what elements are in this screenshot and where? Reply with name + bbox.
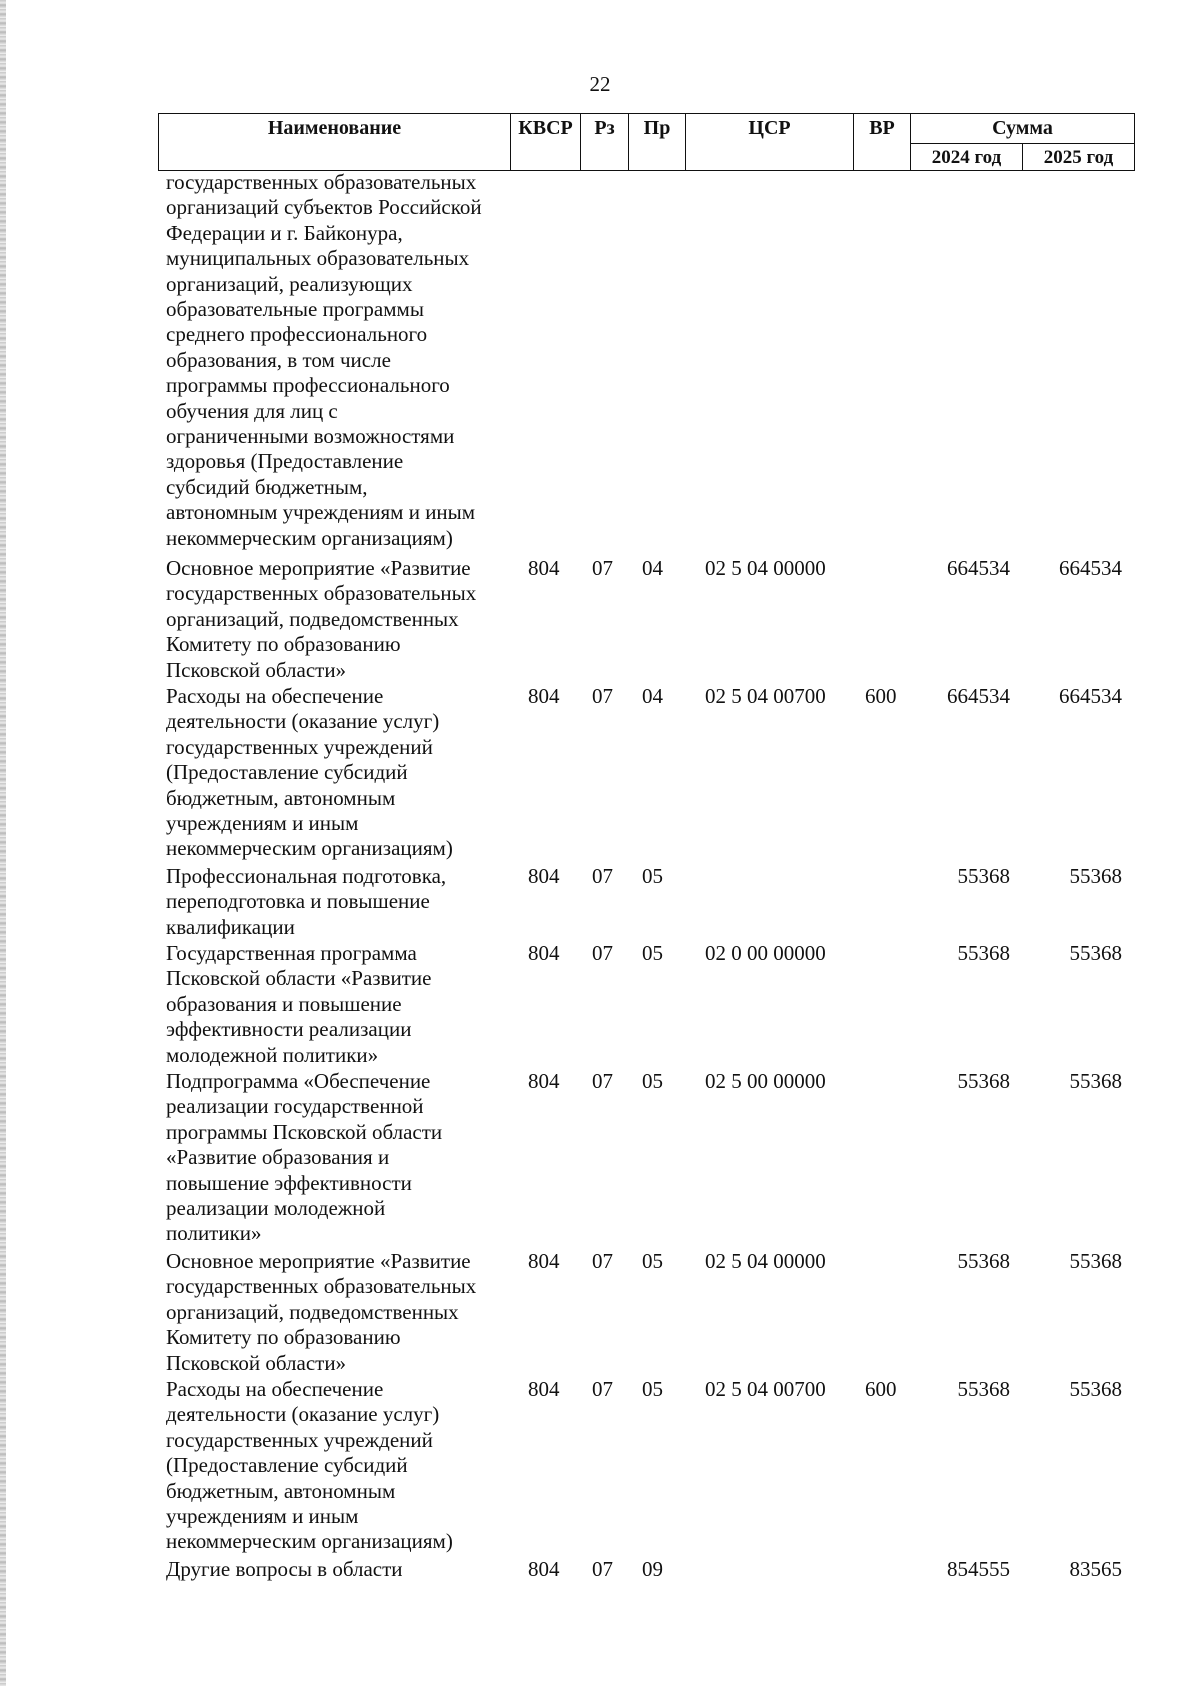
row-pr: 09 xyxy=(642,1557,663,1581)
row-sum-2025: 55368 xyxy=(1069,864,1122,888)
header-rz: Рз xyxy=(581,114,629,171)
row-sum-2025: 55368 xyxy=(1069,1249,1122,1273)
row-pr: 04 xyxy=(642,556,663,580)
row-sum-2024: 55368 xyxy=(957,1249,1010,1273)
page-number: 22 xyxy=(589,72,611,96)
row-sum-2024: 854555 xyxy=(947,1557,1010,1581)
row-pr: 05 xyxy=(642,1249,663,1273)
row-csr: 02 5 04 00700 xyxy=(705,1377,826,1401)
row-pr: 05 xyxy=(642,941,663,965)
row-pr: 05 xyxy=(642,1069,663,1093)
row-kvsr: 804 xyxy=(528,1249,560,1273)
row-name: Расходы на обеспечение деятельности (оказание услуг) государственных учреждений (Предоставление субсидий бюджетным, автономным учреждениям и иным некоммерческим организациям) xyxy=(166,684,453,861)
header-csr: ЦСР xyxy=(686,114,854,171)
row-csr: 02 5 04 00000 xyxy=(705,1249,826,1273)
row-csr: 02 5 04 00000 xyxy=(705,556,826,580)
row-csr: 02 5 04 00700 xyxy=(705,684,826,708)
row-kvsr: 804 xyxy=(528,556,560,580)
row-rz: 07 xyxy=(592,556,613,580)
row-sum-2024: 55368 xyxy=(957,1069,1010,1093)
row-pr: 05 xyxy=(642,1377,663,1401)
row-rz: 07 xyxy=(592,864,613,888)
row-name: государственных образовательных организаций субъектов Российской Федерации и г. Байконура, муниципальных образовательных организаций, реализующих образовательные программы среднего профессионального образования, в том числе программы профессионального обучения для лиц с ограниченными возможностями здоровья (Предоставление субсидий бюджетным, автономным учреждениям и иным некоммерческим организациям) xyxy=(166,170,482,550)
header-year-2024: 2024 год xyxy=(911,144,1023,171)
row-name: Подпрограмма «Обеспечение реализации государственной программы Псковской области «Развитие образования и повышение эффективности реализации молодежной политики» xyxy=(166,1069,443,1246)
header-vr: ВР xyxy=(854,114,911,171)
row-rz: 07 xyxy=(592,684,613,708)
row-kvsr: 804 xyxy=(528,941,560,965)
row-kvsr: 804 xyxy=(528,1557,560,1581)
header-kvsr: КВСР xyxy=(511,114,581,171)
row-name: Профессиональная подготовка, переподготовка и повышение квалификации xyxy=(166,864,447,939)
row-kvsr: 804 xyxy=(528,1069,560,1093)
row-pr: 04 xyxy=(642,684,663,708)
row-sum-2024: 55368 xyxy=(957,864,1010,888)
header-sum: Сумма xyxy=(911,114,1135,144)
row-rz: 07 xyxy=(592,1557,613,1581)
row-sum-2024: 55368 xyxy=(957,941,1010,965)
row-sum-2025: 83565 xyxy=(1069,1557,1122,1581)
row-name: Государственная программа Псковской области «Развитие образования и повышение эффективности реализации молодежной политики» xyxy=(166,941,432,1067)
row-name: Другие вопросы в области xyxy=(166,1557,403,1581)
table-header xyxy=(158,113,1135,171)
row-sum-2025: 55368 xyxy=(1069,1377,1122,1401)
row-sum-2025: 55368 xyxy=(1069,1069,1122,1093)
row-sum-2025: 664534 xyxy=(1059,684,1122,708)
row-kvsr: 804 xyxy=(528,864,560,888)
row-sum-2024: 664534 xyxy=(947,684,1010,708)
row-name: Расходы на обеспечение деятельности (оказание услуг) государственных учреждений (Предоставление субсидий бюджетным, автономным учреждениям и иным некоммерческим организациям) xyxy=(166,1377,453,1554)
row-name: Основное мероприятие «Развитие государственных образовательных организаций, подведомственных Комитету по образованию Псковской области» xyxy=(166,1249,477,1375)
row-sum-2025: 55368 xyxy=(1069,941,1122,965)
row-rz: 07 xyxy=(592,941,613,965)
row-vr: 600 xyxy=(865,684,897,708)
row-vr: 600 xyxy=(865,1377,897,1401)
row-sum-2024: 55368 xyxy=(957,1377,1010,1401)
row-kvsr: 804 xyxy=(528,684,560,708)
row-sum-2025: 664534 xyxy=(1059,556,1122,580)
header-pr: Пр xyxy=(629,114,686,171)
row-kvsr: 804 xyxy=(528,1377,560,1401)
row-csr: 02 5 00 00000 xyxy=(705,1069,826,1093)
header-name: Наименование xyxy=(159,114,511,171)
row-name: Основное мероприятие «Развитие государственных образовательных организаций, подведомственных Комитету по образованию Псковской области» xyxy=(166,556,477,682)
row-pr: 05 xyxy=(642,864,663,888)
row-sum-2024: 664534 xyxy=(947,556,1010,580)
row-rz: 07 xyxy=(592,1069,613,1093)
row-rz: 07 xyxy=(592,1249,613,1273)
row-csr: 02 0 00 00000 xyxy=(705,941,826,965)
scan-edge xyxy=(0,0,6,1686)
row-rz: 07 xyxy=(592,1377,613,1401)
header-year-2025: 2025 год xyxy=(1023,144,1135,171)
